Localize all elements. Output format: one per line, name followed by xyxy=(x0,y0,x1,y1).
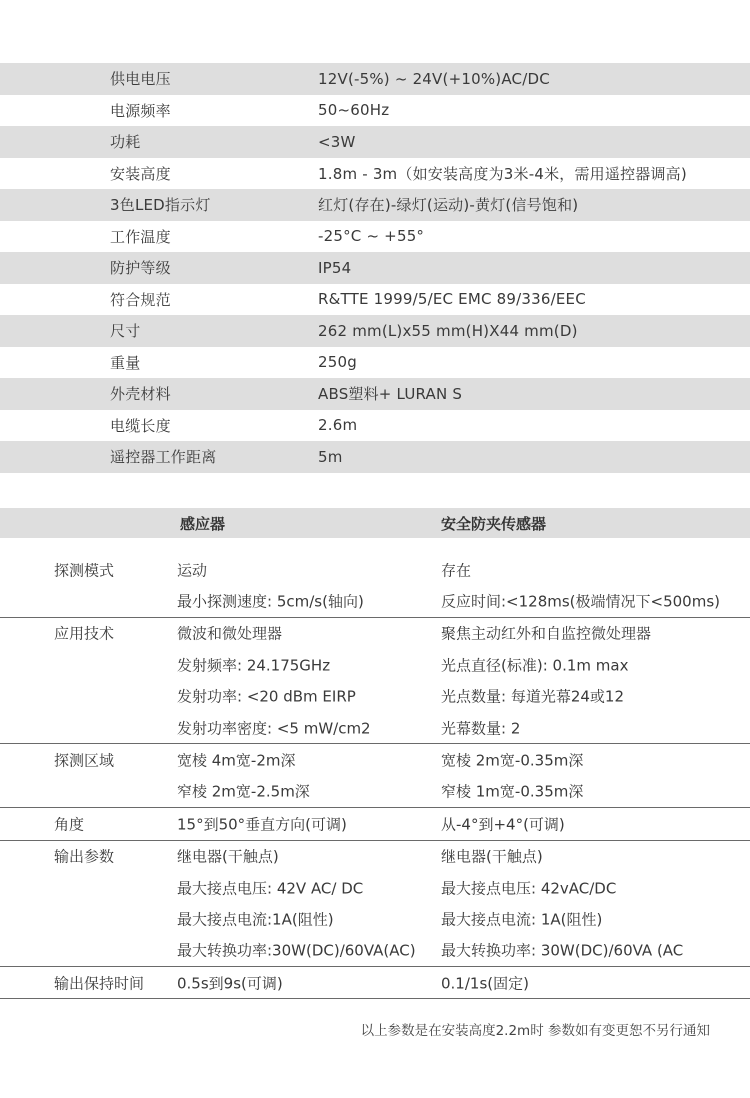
comparison-header xyxy=(0,508,750,538)
comparison-row xyxy=(0,967,750,998)
spec-value: IP54 xyxy=(318,258,352,277)
comparison-row xyxy=(0,808,750,839)
safety-sensor-value: 光幕数量: 2 xyxy=(441,719,521,738)
sensor-value: 最大接点电压: 42V AC/ DC xyxy=(177,879,364,898)
column-header-safety-sensor: 安全防夹传感器 xyxy=(441,514,547,533)
spec-value: 12V(-5%) ~ 24V(+10%)AC/DC xyxy=(318,69,550,88)
spec-row xyxy=(0,189,750,221)
comparison-table xyxy=(0,554,750,999)
sensor-value: 宽棱 4m宽-2m深 xyxy=(177,751,296,770)
comparison-group xyxy=(0,744,750,808)
column-header-sensor: 感应器 xyxy=(180,514,226,533)
sensor-value: 发射功率: <20 dBm EIRP xyxy=(177,687,356,706)
safety-sensor-value: 反应时间:<128ms(极端情况下<500ms) xyxy=(441,592,721,611)
spec-value: <3W xyxy=(318,132,356,151)
spec-row xyxy=(0,347,750,379)
comparison-row xyxy=(0,903,750,934)
category-label: 角度 xyxy=(54,815,85,834)
sensor-value: 0.5s到9s(可调) xyxy=(177,974,283,993)
comparison-group xyxy=(0,967,750,999)
spec-label: 重量 xyxy=(110,353,141,372)
comparison-row xyxy=(0,554,750,585)
sensor-value: 运动 xyxy=(177,561,208,580)
spec-value: 262 mm(L)x55 mm(H)X44 mm(D) xyxy=(318,321,578,340)
spec-label: 电源频率 xyxy=(110,101,171,120)
spec-row xyxy=(0,95,750,127)
safety-sensor-value: 最大转换功率: 30W(DC)/60VA (AC xyxy=(441,941,684,960)
sensor-value: 最大接点电流:1A(阻性) xyxy=(177,910,334,929)
spec-label: 安装高度 xyxy=(110,164,171,183)
safety-sensor-value: 存在 xyxy=(441,561,472,580)
spec-row xyxy=(0,63,750,95)
category-label: 应用技术 xyxy=(54,624,115,643)
spec-label: 符合规范 xyxy=(110,290,171,309)
spec-row xyxy=(0,410,750,442)
sensor-value: 最小探测速度: 5cm/s(轴向) xyxy=(177,592,364,611)
safety-sensor-value: 聚焦主动红外和自监控微处理器 xyxy=(441,624,652,643)
comparison-group xyxy=(0,841,750,968)
safety-sensor-value: 从-4°到+4°(可调) xyxy=(441,815,565,834)
comparison-row xyxy=(0,841,750,872)
comparison-row xyxy=(0,872,750,903)
category-label: 输出保持时间 xyxy=(54,974,145,993)
spec-label: 外壳材料 xyxy=(110,385,171,404)
comparison-row xyxy=(0,744,750,775)
footnote: 以上参数是在安装高度2.2m时 参数如有变更恕不另行通知 xyxy=(360,1023,710,1039)
sensor-value: 继电器(干触点) xyxy=(177,847,279,866)
spec-label: 3色LED指示灯 xyxy=(110,196,211,215)
safety-sensor-value: 最大接点电压: 42vAC/DC xyxy=(441,879,617,898)
spec-label: 功耗 xyxy=(110,133,141,152)
sensor-value: 发射功率密度: <5 mW/cm2 xyxy=(177,719,371,738)
spec-value: 50~60Hz xyxy=(318,101,390,120)
safety-sensor-value: 窄棱 1m宽-0.35m深 xyxy=(441,782,584,801)
spec-row xyxy=(0,441,750,473)
spec-row xyxy=(0,158,750,190)
sensor-value: 最大转换功率:30W(DC)/60VA(AC) xyxy=(177,941,416,960)
category-label: 探测模式 xyxy=(54,561,115,580)
comparison-row xyxy=(0,681,750,712)
spec-row xyxy=(0,252,750,284)
spec-value: 红灯(存在)-绿灯(运动)-黄灯(信号饱和) xyxy=(318,196,579,215)
safety-sensor-value: 光点数量: 每道光幕24或12 xyxy=(441,687,624,706)
comparison-group xyxy=(0,808,750,840)
spec-row xyxy=(0,126,750,158)
sensor-value: 发射频率: 24.175GHz xyxy=(177,656,331,675)
comparison-row xyxy=(0,649,750,680)
comparison-row xyxy=(0,935,750,966)
spec-label: 遥控器工作距离 xyxy=(110,448,217,467)
comparison-group xyxy=(0,618,750,745)
safety-sensor-value: 宽棱 2m宽-0.35m深 xyxy=(441,751,584,770)
category-label: 输出参数 xyxy=(54,847,115,866)
spec-value: R&TTE 1999/5/EC EMC 89/336/EEC xyxy=(318,290,586,309)
spec-row xyxy=(0,284,750,316)
spec-label: 供电电压 xyxy=(110,70,171,89)
spec-row xyxy=(0,221,750,253)
comparison-group xyxy=(0,554,750,618)
safety-sensor-value: 最大接点电流: 1A(阻性) xyxy=(441,910,603,929)
safety-sensor-value: 0.1/1s(固定) xyxy=(441,974,529,993)
spec-table xyxy=(0,63,750,473)
comparison-row xyxy=(0,776,750,807)
spec-value: 250g xyxy=(318,353,357,372)
spec-value: ABS塑料+ LURAN S xyxy=(318,385,463,404)
spec-row xyxy=(0,315,750,347)
spec-label: 防护等级 xyxy=(110,259,171,278)
comparison-row xyxy=(0,585,750,616)
sensor-value: 窄棱 2m宽-2.5m深 xyxy=(177,782,310,801)
sensor-value: 15°到50°垂直方向(可调) xyxy=(177,815,347,834)
spec-label: 电缆长度 xyxy=(110,416,171,435)
sensor-value: 微波和微处理器 xyxy=(177,624,283,643)
spec-row xyxy=(0,378,750,410)
category-label: 探测区域 xyxy=(54,751,115,770)
spec-value: 1.8m - 3m（如安装高度为3米-4米，需用遥控器调高) xyxy=(318,164,687,183)
spec-value: -25°C ~ +55° xyxy=(318,227,425,246)
comparison-row xyxy=(0,712,750,743)
spec-value: 5m xyxy=(318,447,343,466)
safety-sensor-value: 继电器(干触点) xyxy=(441,847,543,866)
spec-value: 2.6m xyxy=(318,416,358,435)
spec-label: 尺寸 xyxy=(110,322,141,341)
comparison-row xyxy=(0,618,750,649)
safety-sensor-value: 光点直径(标准): 0.1m max xyxy=(441,656,629,675)
spec-label: 工作温度 xyxy=(110,227,171,246)
